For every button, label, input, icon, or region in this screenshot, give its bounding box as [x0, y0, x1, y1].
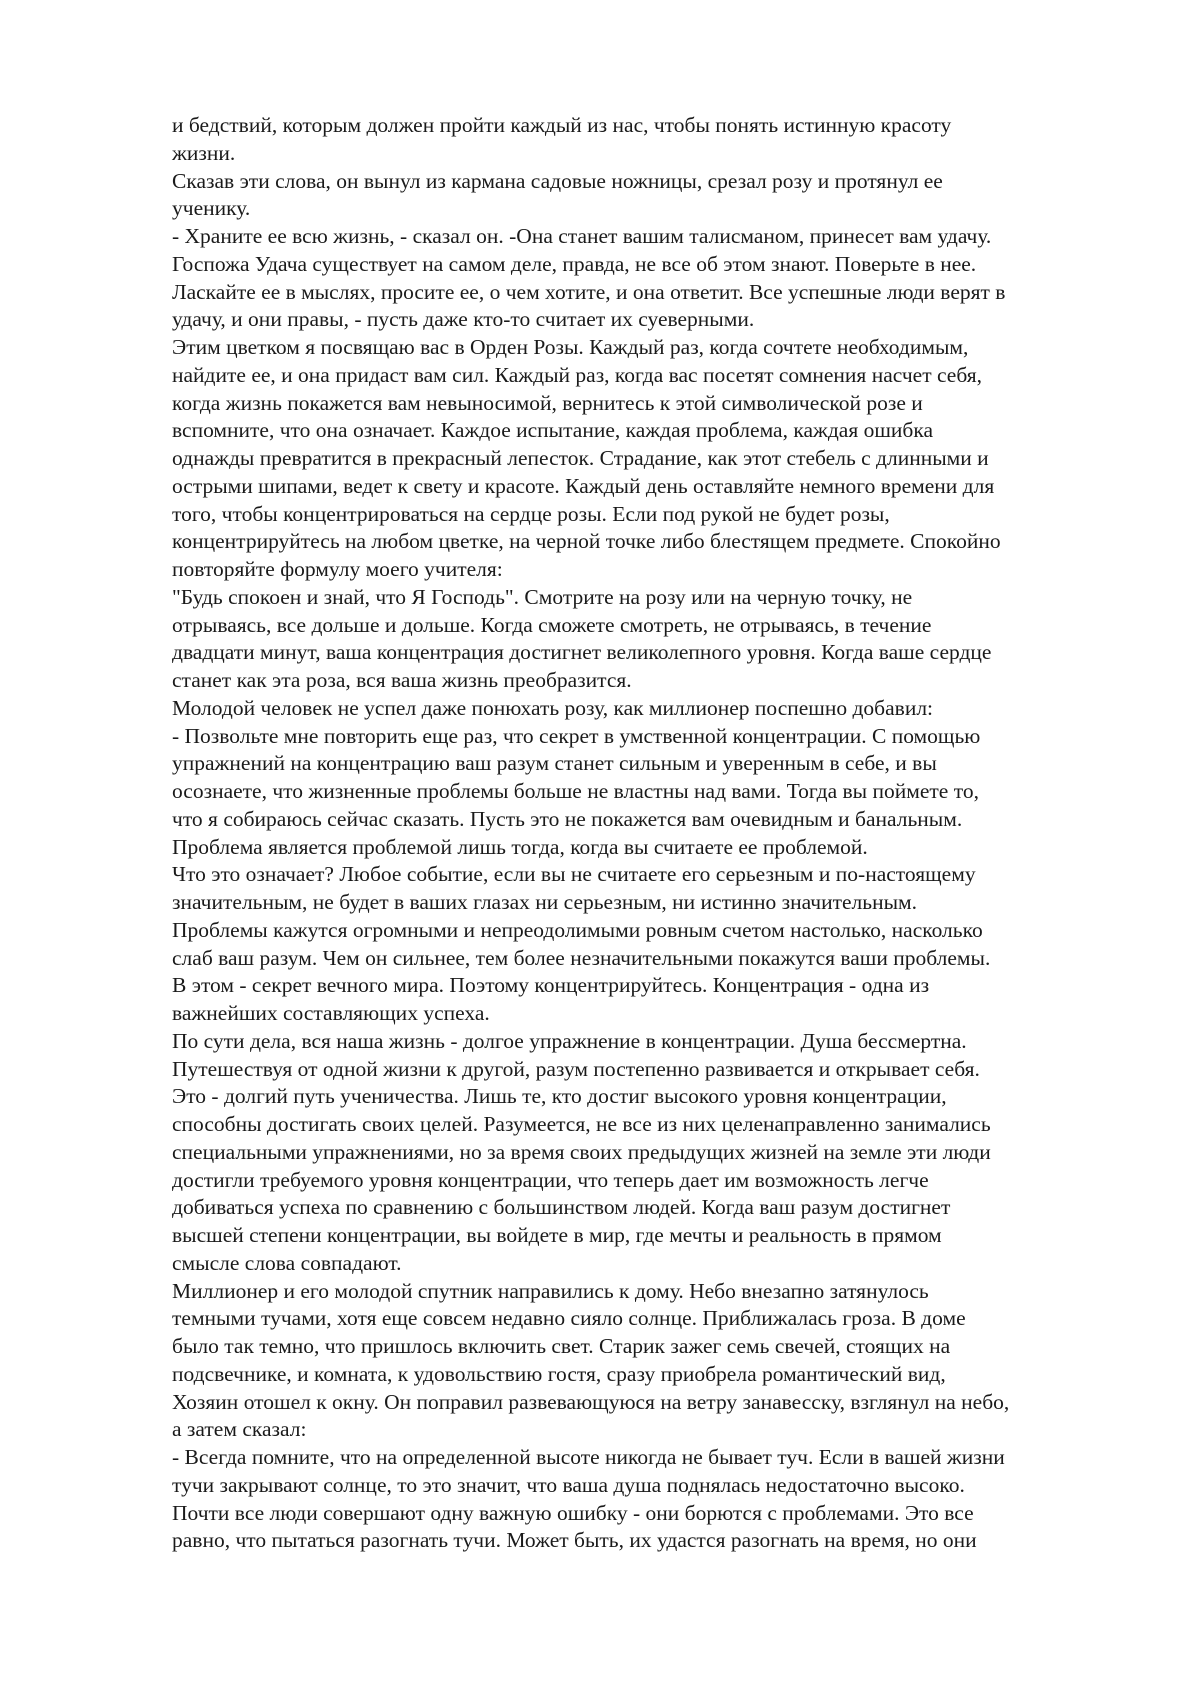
- text-line: Молодой человек не успел даже понюхать розу, как миллионер поспешно добавил:: [172, 695, 934, 720]
- text-line: достигли требуемого уровня концентрации, что теперь дает им возможность легче: [172, 1167, 929, 1192]
- text-line: - Храните ее всю жизнь, - сказал он. -Она станет вашим талисманом, принесет вам удачу.: [172, 224, 992, 248]
- text-line: найдите ее, и она придаст вам сил. Каждый раз, когда вас посетят сомнения насчет себя,: [172, 362, 982, 387]
- text-line: добиваться успеха по сравнению с большинством людей. Когда ваш разум достигнет: [172, 1195, 951, 1220]
- text-line: двадцати минут, ваша концентрация достигнет великолепного уровня. Когда ваше сердце: [172, 640, 992, 665]
- document-text: [172, 112, 1132, 1555]
- text-line: что я собираюсь сейчас сказать. Пусть это не покажется вам очевидным и банальным.: [172, 806, 963, 831]
- text-line: тучи закрывают солнце, то это значит, что ваша душа поднялась недостаточно высоко.: [172, 1472, 965, 1497]
- text-line: вспомните, что она означает. Каждое испытание, каждая проблема, каждая ошибка: [172, 418, 934, 443]
- text-line: ученику.: [172, 196, 251, 221]
- text-line: а затем сказал:: [172, 1417, 307, 1442]
- text-line: упражнений на концентрацию ваш разум станет сильным и уверенным в себе, и вы: [172, 751, 937, 776]
- text-line: было так темно, что пришлось включить свет. Старик зажег семь свечей, стоящих на: [172, 1334, 951, 1358]
- text-line: жизни.: [172, 140, 236, 165]
- text-line: того, чтобы концентрироваться на сердце розы. Если под рукой не будет розы,: [172, 501, 890, 526]
- text-line: смысле слова совпадают.: [172, 1250, 402, 1275]
- text-line: Проблема является проблемой лишь тогда, когда вы считаете ее проблемой.: [172, 834, 868, 859]
- text-line: По сути дела, вся наша жизнь - долгое упражнение в концентрации. Душа бессмертна.: [172, 1028, 967, 1053]
- text-line: удачу, и они правы, - пусть даже кто-то считает их суеверными.: [172, 307, 755, 332]
- text-line: концентрируйтесь на любом цветке, на черной точке либо блестящем предмете. Спокойно: [172, 529, 1001, 554]
- text-line: Почти все люди совершают одну важную ошибку - они борются с проблемами. Это все: [172, 1500, 974, 1525]
- text-line: Этим цветком я посвящаю вас в Орден Розы. Каждый раз, когда сочтете необходимым,: [172, 335, 969, 359]
- text-line: станет как эта роза, вся ваша жизнь преобразится.: [172, 668, 632, 692]
- text-line: Ласкайте ее в мыслях, просите ее, о чем хотите, и она ответит. Все успешные люди верят в: [172, 279, 1006, 304]
- text-line: - Позвольте мне повторить еще раз, что секрет в умственной концентрации. С помощью: [172, 723, 981, 748]
- text-line: когда жизнь покажется вам невыносимой, вернитесь к этой символической розе и: [172, 390, 923, 415]
- text-line: однажды превратится в прекрасный лепесток. Страдание, как этот стебель с длинными и: [172, 446, 989, 470]
- text-line: слаб ваш разум. Чем он сильнее, тем более незначительными покажутся ваши проблемы.: [172, 945, 991, 970]
- text-line: Проблемы кажутся огромными и непреодолимыми ровным счетом настолько, насколько: [172, 917, 983, 942]
- text-line: В этом - секрет вечного мира. Поэтому концентрируйтесь. Концентрация - одна из: [172, 973, 930, 998]
- text-line: острыми шипами, ведет к свету и красоте. Каждый день оставляйте немного времени для: [172, 473, 995, 498]
- text-line: важнейших составляющих успеха.: [172, 1001, 490, 1025]
- text-line: Сказав эти слова, он вынул из кармана садовые ножницы, срезал розу и протянул ее: [172, 168, 943, 193]
- text-line: "Будь спокоен и знай, что Я Господь". Смотрите на розу или на черную точку, не: [172, 584, 913, 609]
- text-line: равно, что пытаться разогнать тучи. Может быть, их удастся разогнать на время, но они: [172, 1528, 977, 1553]
- text-line: Это - долгий путь ученичества. Лишь те, кто достиг высокого уровня концентрации,: [172, 1084, 947, 1109]
- text-line: осознаете, что жизненные проблемы больше не властны над вами. Тогда вы поймете то,: [172, 779, 979, 803]
- text-line: значительным, не будет в ваших глазах ни серьезным, ни истинно значительным.: [172, 890, 918, 914]
- text-line: - Всегда помните, что на определенной высоте никогда не бывает туч. Если в вашей жизни: [172, 1445, 1005, 1469]
- text-line: и бедствий, которым должен пройти каждый из нас, чтобы понять истинную красоту: [172, 113, 952, 137]
- text-line: высшей степени концентрации, вы войдете в мир, где мечты и реальность в прямом: [172, 1223, 942, 1247]
- text-line: Что это означает? Любое событие, если вы не считаете его серьезным и по-настоящему: [172, 862, 976, 887]
- text-line: Хозяин отошел к окну. Он поправил развевающуюся на ветру занавесску, взглянул на небо,: [172, 1389, 1010, 1414]
- text-line: темными тучами, хотя еще совсем недавно сияло солнце. Приближалась гроза. В доме: [172, 1306, 966, 1331]
- text-line: повторяйте формулу моего учителя:: [172, 557, 503, 581]
- text-line: Госпожа Удача существует на самом деле, правда, не все об этом знают. Поверьте в нее.: [172, 251, 977, 276]
- text-line: подсвечнике, и комната, к удовольствию гостя, сразу приобрела романтический вид,: [172, 1361, 946, 1386]
- text-line: отрываясь, все дольше и дольше. Когда сможете смотреть, не отрываясь, в течение: [172, 612, 932, 637]
- text-line: Путешествуя от одной жизни к другой, разум постепенно развивается и открывает себя.: [172, 1056, 980, 1081]
- text-line: Миллионер и его молодой спутник направились к дому. Небо внезапно затянулось: [172, 1278, 929, 1303]
- text-line: специальными упражнениями, но за время своих предыдущих жизней на земле эти люди: [172, 1139, 991, 1164]
- text-line: способны достигать своих целей. Разумеется, не все из них целенаправленно занимались: [172, 1112, 991, 1136]
